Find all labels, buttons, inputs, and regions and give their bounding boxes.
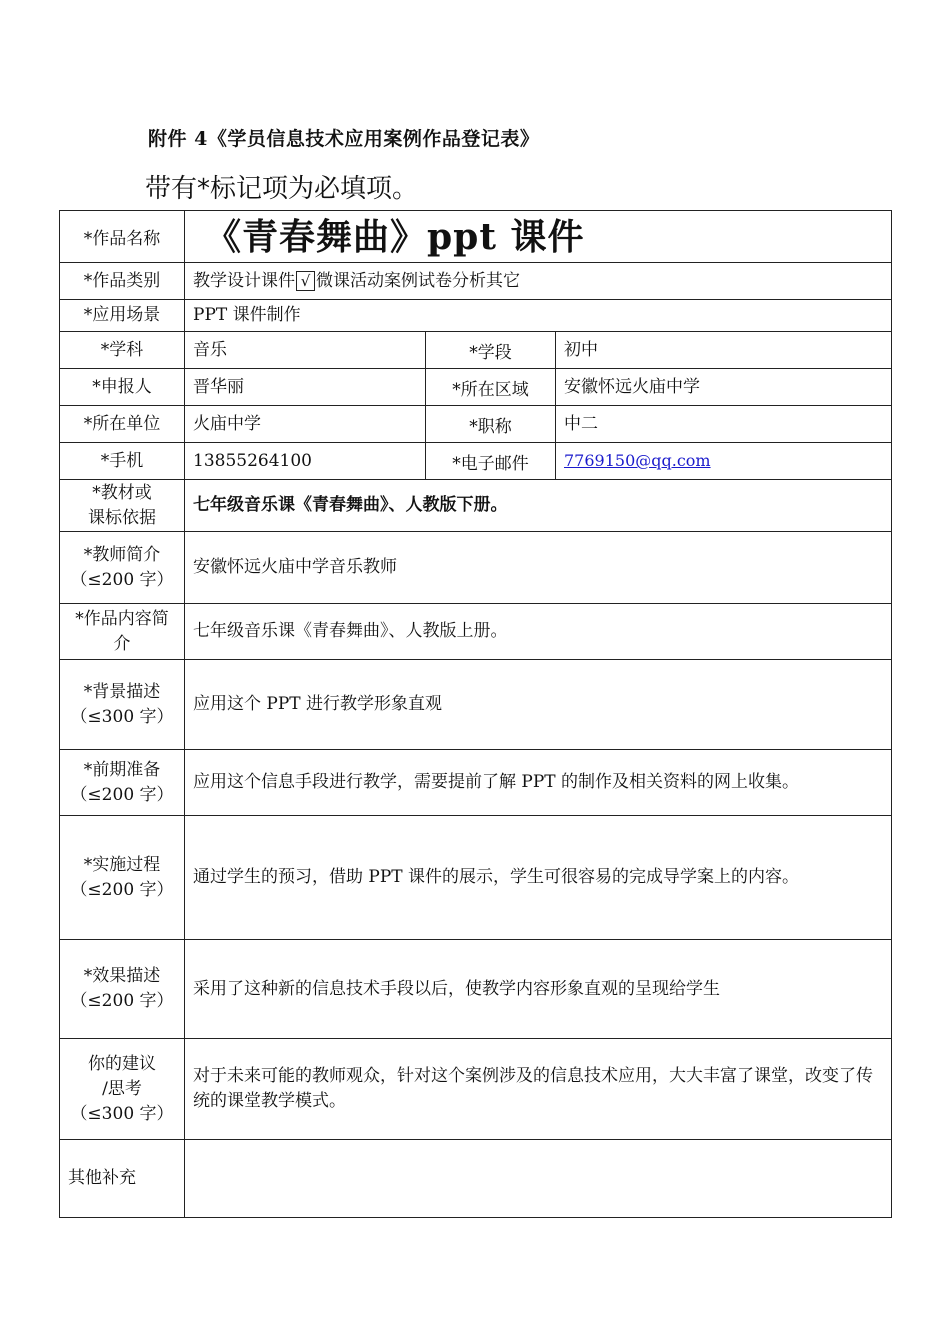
row-other [60, 1140, 892, 1218]
label-effect [60, 940, 185, 1039]
label-textbook-line1: *教材或 [92, 482, 152, 503]
label-other: 其他补充 [60, 1140, 185, 1218]
value-stage: 初中 [556, 332, 892, 369]
label-suggestion-line3: （≤300 字） [70, 1103, 174, 1124]
label-work-category: *作品类别 [60, 263, 185, 300]
label-suggestion [60, 1039, 185, 1140]
row-background [60, 660, 892, 750]
label-process-line1: *实施过程 [83, 854, 161, 875]
value-preparation: 应用这个信息手段进行教学，需要提前了解 PPT 的制作及相关资料的网上收集。 [185, 750, 892, 816]
label-title-rank: *职称 [426, 406, 556, 443]
value-background: 应用这个 PPT 进行教学形象直观 [185, 660, 892, 750]
registration-form-table [59, 210, 892, 1218]
label-email: *电子邮件 [426, 443, 556, 480]
label-process [60, 816, 185, 940]
label-background [60, 660, 185, 750]
value-title-rank: 中二 [556, 406, 892, 443]
label-effect-line2: （≤200 字） [70, 991, 174, 1011]
label-preparation [60, 750, 185, 816]
row-textbook [60, 480, 892, 532]
label-effect-line1: *效果描述 [83, 966, 161, 986]
label-teacher-intro [60, 532, 185, 604]
row-subject-stage [60, 332, 892, 369]
label-phone: *手机 [60, 443, 185, 480]
label-applicant: *申报人 [60, 369, 185, 406]
value-region: 安徽怀远火庙中学 [556, 369, 892, 406]
value-teacher-intro: 安徽怀远火庙中学音乐教师 [185, 532, 892, 604]
label-unit: *所在单位 [60, 406, 185, 443]
row-suggestion [60, 1039, 892, 1140]
value-subject: 音乐 [185, 332, 426, 369]
label-subject: *学科 [60, 332, 185, 369]
row-effect [60, 940, 892, 1039]
email-link[interactable]: 7769150@qq.com [564, 451, 711, 470]
row-applicant-region [60, 369, 892, 406]
value-content-intro: 七年级音乐课《青春舞曲》、人教版上册。 [185, 604, 892, 660]
value-other [185, 1140, 892, 1218]
row-work-category [60, 263, 892, 300]
category-before-text: 教学设计课件 [193, 270, 295, 291]
required-note: 带有*标记项为必填项。 [145, 174, 419, 204]
value-textbook: 七年级音乐课《青春舞曲》、人教版下册。 [185, 480, 892, 532]
row-content-intro [60, 604, 892, 660]
label-work-name: *作品名称 [60, 211, 185, 263]
label-suggestion-line1: 你的建议 [88, 1053, 156, 1074]
label-process-line2: （≤200 字） [70, 879, 174, 900]
label-scene: *应用场景 [60, 300, 185, 332]
label-region: *所在区域 [426, 369, 556, 406]
label-preparation-line1: *前期准备 [83, 759, 161, 780]
label-content-intro-line1: *作品内容简 [75, 608, 169, 629]
label-background-line2: （≤300 字） [70, 706, 174, 727]
value-applicant: 晋华丽 [185, 369, 426, 406]
value-effect: 采用了这种新的信息技术手段以后，使教学内容形象直观的呈现给学生 [185, 940, 892, 1039]
value-phone: 13855264100 [185, 443, 426, 480]
label-background-line1: *背景描述 [83, 681, 161, 702]
label-teacher-intro-line2: （≤200 字） [70, 569, 174, 590]
category-checkbox[interactable]: √ [296, 271, 315, 291]
category-after-text: 微课活动案例试卷分析其它 [316, 270, 520, 291]
label-suggestion-line2: /思考 [102, 1078, 142, 1099]
work-name-text: 《青春舞曲》ppt 课件 [205, 215, 585, 258]
row-process [60, 816, 892, 940]
label-textbook [60, 480, 185, 532]
label-content-intro-line2: 介 [113, 633, 131, 654]
row-unit-title [60, 406, 892, 443]
label-stage: *学段 [426, 332, 556, 369]
document-heading: 附件 4《学员信息技术应用案例作品登记表》 [148, 128, 540, 150]
value-work-name [185, 211, 892, 263]
value-suggestion: 对于未来可能的教师观众，针对这个案例涉及的信息技术应用，大大丰富了课堂，改变了传统的课堂教学模式。 [185, 1039, 892, 1140]
row-preparation [60, 750, 892, 816]
value-email [556, 443, 892, 480]
label-content-intro [60, 604, 185, 660]
label-preparation-line2: （≤200 字） [70, 784, 174, 805]
value-work-category [185, 263, 892, 300]
row-phone-email [60, 443, 892, 480]
row-scene [60, 300, 892, 332]
label-teacher-intro-line1: *教师简介 [83, 544, 161, 565]
row-work-name [60, 211, 892, 263]
value-process: 通过学生的预习，借助 PPT 课件的展示，学生可很容易的完成导学案上的内容。 [185, 816, 892, 940]
row-teacher-intro [60, 532, 892, 604]
value-scene: PPT 课件制作 [185, 300, 892, 332]
label-textbook-line2: 课标依据 [88, 507, 156, 528]
value-unit: 火庙中学 [185, 406, 426, 443]
